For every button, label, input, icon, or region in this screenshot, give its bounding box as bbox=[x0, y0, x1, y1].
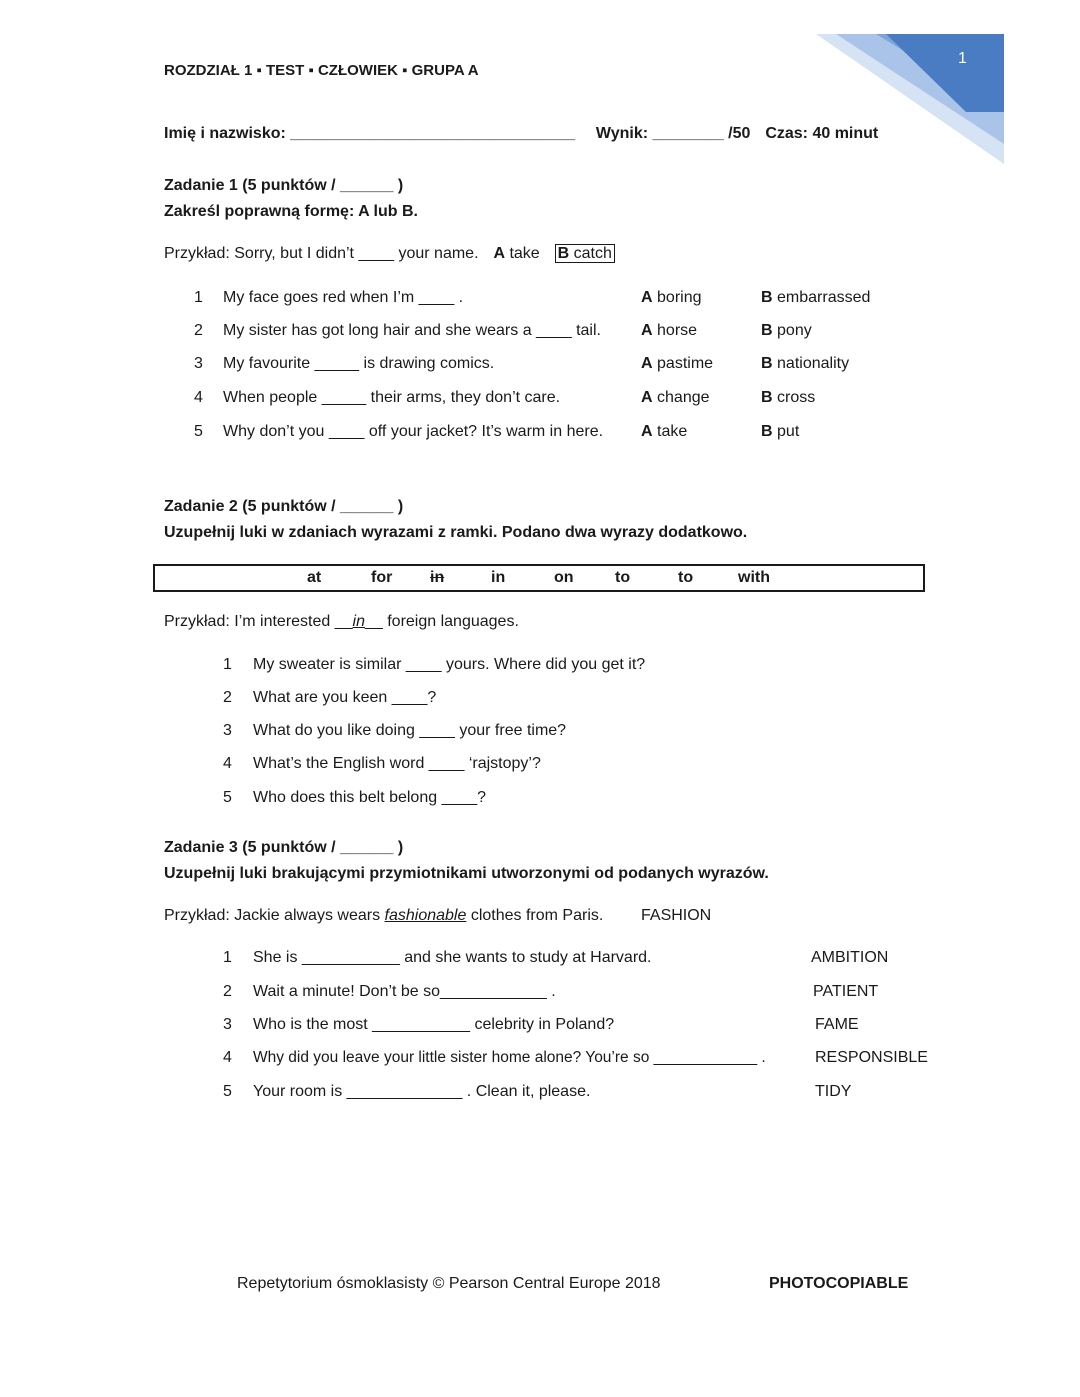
task1-item-text: My sister has got long hair and she wears a ____ tail. bbox=[223, 322, 601, 339]
task3-item-base-word: FAME bbox=[815, 1016, 859, 1033]
task2-item-text: What do you like doing ____ your free time? bbox=[253, 722, 567, 739]
corner-decoration bbox=[816, 34, 1004, 164]
score-max: /50 bbox=[728, 125, 751, 142]
task2-example bbox=[164, 613, 519, 631]
time-limit: Czas: 40 minut bbox=[765, 125, 879, 142]
task1-item-text: My face goes red when I’m ____ . bbox=[223, 289, 464, 306]
task1-item-option-a[interactable]: A boring bbox=[641, 289, 702, 306]
task3-example-word: FASHION bbox=[641, 907, 712, 924]
score-label: Wynik: bbox=[595, 125, 649, 142]
task1-example-text: Przykład: Sorry, but I didn’t ____ your name. bbox=[164, 245, 479, 262]
task1-item-option-b[interactable]: B put bbox=[761, 423, 800, 440]
score-line[interactable]: ________ bbox=[652, 125, 724, 142]
word-bank-item-used: in bbox=[430, 569, 445, 586]
task1-item-option-b[interactable]: B embarrassed bbox=[761, 289, 871, 306]
task3-example-prefix: Przykład: Jackie always wears bbox=[164, 907, 381, 924]
task3-item-base-word: AMBITION bbox=[811, 949, 889, 966]
name-row bbox=[164, 125, 878, 143]
task3-instruction: Uzupełnij luki brakującymi przymiotnikami utworzonymi od podanych wyrazów. bbox=[164, 865, 769, 882]
word-bank-item: with bbox=[738, 569, 770, 586]
task3-example bbox=[164, 907, 603, 925]
task3-item-number: 1 bbox=[223, 949, 232, 966]
task3-item-base-word: TIDY bbox=[815, 1083, 852, 1100]
task2-example-prefix: Przykład: I’m interested __ bbox=[164, 613, 353, 630]
task2-title: Zadanie 2 (5 punktów / ______ ) bbox=[164, 498, 404, 515]
task2-item-number: 1 bbox=[223, 656, 232, 673]
task3-item-text: Wait a minute! Don’t be so____________ . bbox=[253, 983, 556, 1000]
task1-item-option-b[interactable]: B nationality bbox=[761, 355, 850, 372]
task1-instruction: Zakreśl poprawną formę: A lub B. bbox=[164, 203, 418, 220]
word-bank-item: to bbox=[615, 569, 631, 586]
task3-item-number: 5 bbox=[223, 1083, 232, 1100]
task1-example-a-text: take bbox=[509, 245, 540, 262]
task1-item-option-b[interactable]: B cross bbox=[761, 389, 816, 406]
task3-item-number: 2 bbox=[223, 983, 232, 1000]
task3-item-text: Why did you leave your little sister home alone? You’re so ____________ . bbox=[253, 1049, 766, 1066]
task1-example-answer bbox=[555, 244, 615, 263]
task2-item-text: What’s the English word ____ ‘rajstopy’? bbox=[253, 755, 541, 772]
task3-item-text: Your room is _____________ . Clean it, please. bbox=[253, 1083, 591, 1100]
task1-item-number: 4 bbox=[194, 389, 203, 406]
task3-item-base-word: RESPONSIBLE bbox=[815, 1049, 928, 1066]
task1-item-text: My favourite _____ is drawing comics. bbox=[223, 355, 495, 372]
task2-example-suffix: __ foreign languages. bbox=[364, 613, 519, 630]
task3-example-answer: fashionable bbox=[384, 907, 467, 924]
word-bank bbox=[153, 564, 925, 592]
task3-item-text: She is ___________ and she wants to study at Harvard. bbox=[253, 949, 652, 966]
task2-item-text: My sweater is similar ____ yours. Where did you get it? bbox=[253, 656, 646, 673]
task2-item-text: What are you keen ____? bbox=[253, 689, 437, 706]
footer-photocopiable: PHOTOCOPIABLE bbox=[769, 1275, 909, 1292]
task2-item-number: 4 bbox=[223, 755, 232, 772]
task1-item-option-a[interactable]: A horse bbox=[641, 322, 698, 339]
task3-item-number: 3 bbox=[223, 1016, 232, 1033]
task2-item-number: 5 bbox=[223, 789, 232, 806]
task1-example-b-letter: B bbox=[557, 245, 570, 262]
task1-item-option-b[interactable]: B pony bbox=[761, 322, 812, 339]
task2-item-text: Who does this belt belong ____? bbox=[253, 789, 487, 806]
task3-item-text: Who is the most ___________ celebrity in Poland? bbox=[253, 1016, 615, 1033]
task1-item-number: 5 bbox=[194, 423, 203, 440]
task1-item-text: When people _____ their arms, they don’t care. bbox=[223, 389, 561, 406]
task1-example-b-text: catch bbox=[573, 245, 612, 262]
task3-item-base-word: PATIENT bbox=[813, 983, 879, 1000]
task3-example-suffix: clothes from Paris. bbox=[470, 907, 604, 924]
task1-example-a-letter: A bbox=[493, 245, 505, 262]
task3-item-number: 4 bbox=[223, 1049, 232, 1066]
word-bank-item: in bbox=[491, 569, 506, 586]
task1-item-text: Why don’t you ____ off your jacket? It’s warm in here. bbox=[223, 423, 604, 440]
task1-item-number: 1 bbox=[194, 289, 203, 306]
task1-title: Zadanie 1 (5 punktów / ______ ) bbox=[164, 177, 404, 194]
word-bank-item: at bbox=[307, 569, 322, 586]
task1-item-option-a[interactable]: A change bbox=[641, 389, 710, 406]
task2-item-number: 3 bbox=[223, 722, 232, 739]
name-line[interactable]: ________________________________ bbox=[290, 125, 576, 142]
task2-item-number: 2 bbox=[223, 689, 232, 706]
page-number: 1 bbox=[958, 50, 967, 67]
task1-item-option-a[interactable]: A take bbox=[641, 423, 688, 440]
word-bank-item: on bbox=[554, 569, 574, 586]
name-label: Imię i nazwisko: bbox=[164, 125, 286, 142]
task1-item-number: 2 bbox=[194, 322, 203, 339]
task2-instruction: Uzupełnij luki w zdaniach wyrazami z ramki. Podano dwa wyrazy dodatkowo. bbox=[164, 524, 748, 541]
word-bank-item: to bbox=[678, 569, 694, 586]
footer-copyright: Repetytorium ósmoklasisty © Pearson Central Europe 2018 bbox=[237, 1275, 661, 1292]
task1-example bbox=[164, 245, 615, 263]
task1-item-number: 3 bbox=[194, 355, 203, 372]
task3-title: Zadanie 3 (5 punktów / ______ ) bbox=[164, 839, 404, 856]
task2-example-answer: in bbox=[352, 613, 365, 630]
page-header: ROZDZIAŁ 1 ▪ TEST ▪ CZŁOWIEK ▪ GRUPA A bbox=[164, 62, 479, 79]
word-bank-item: for bbox=[371, 569, 393, 586]
task1-item-option-a[interactable]: A pastime bbox=[641, 355, 714, 372]
